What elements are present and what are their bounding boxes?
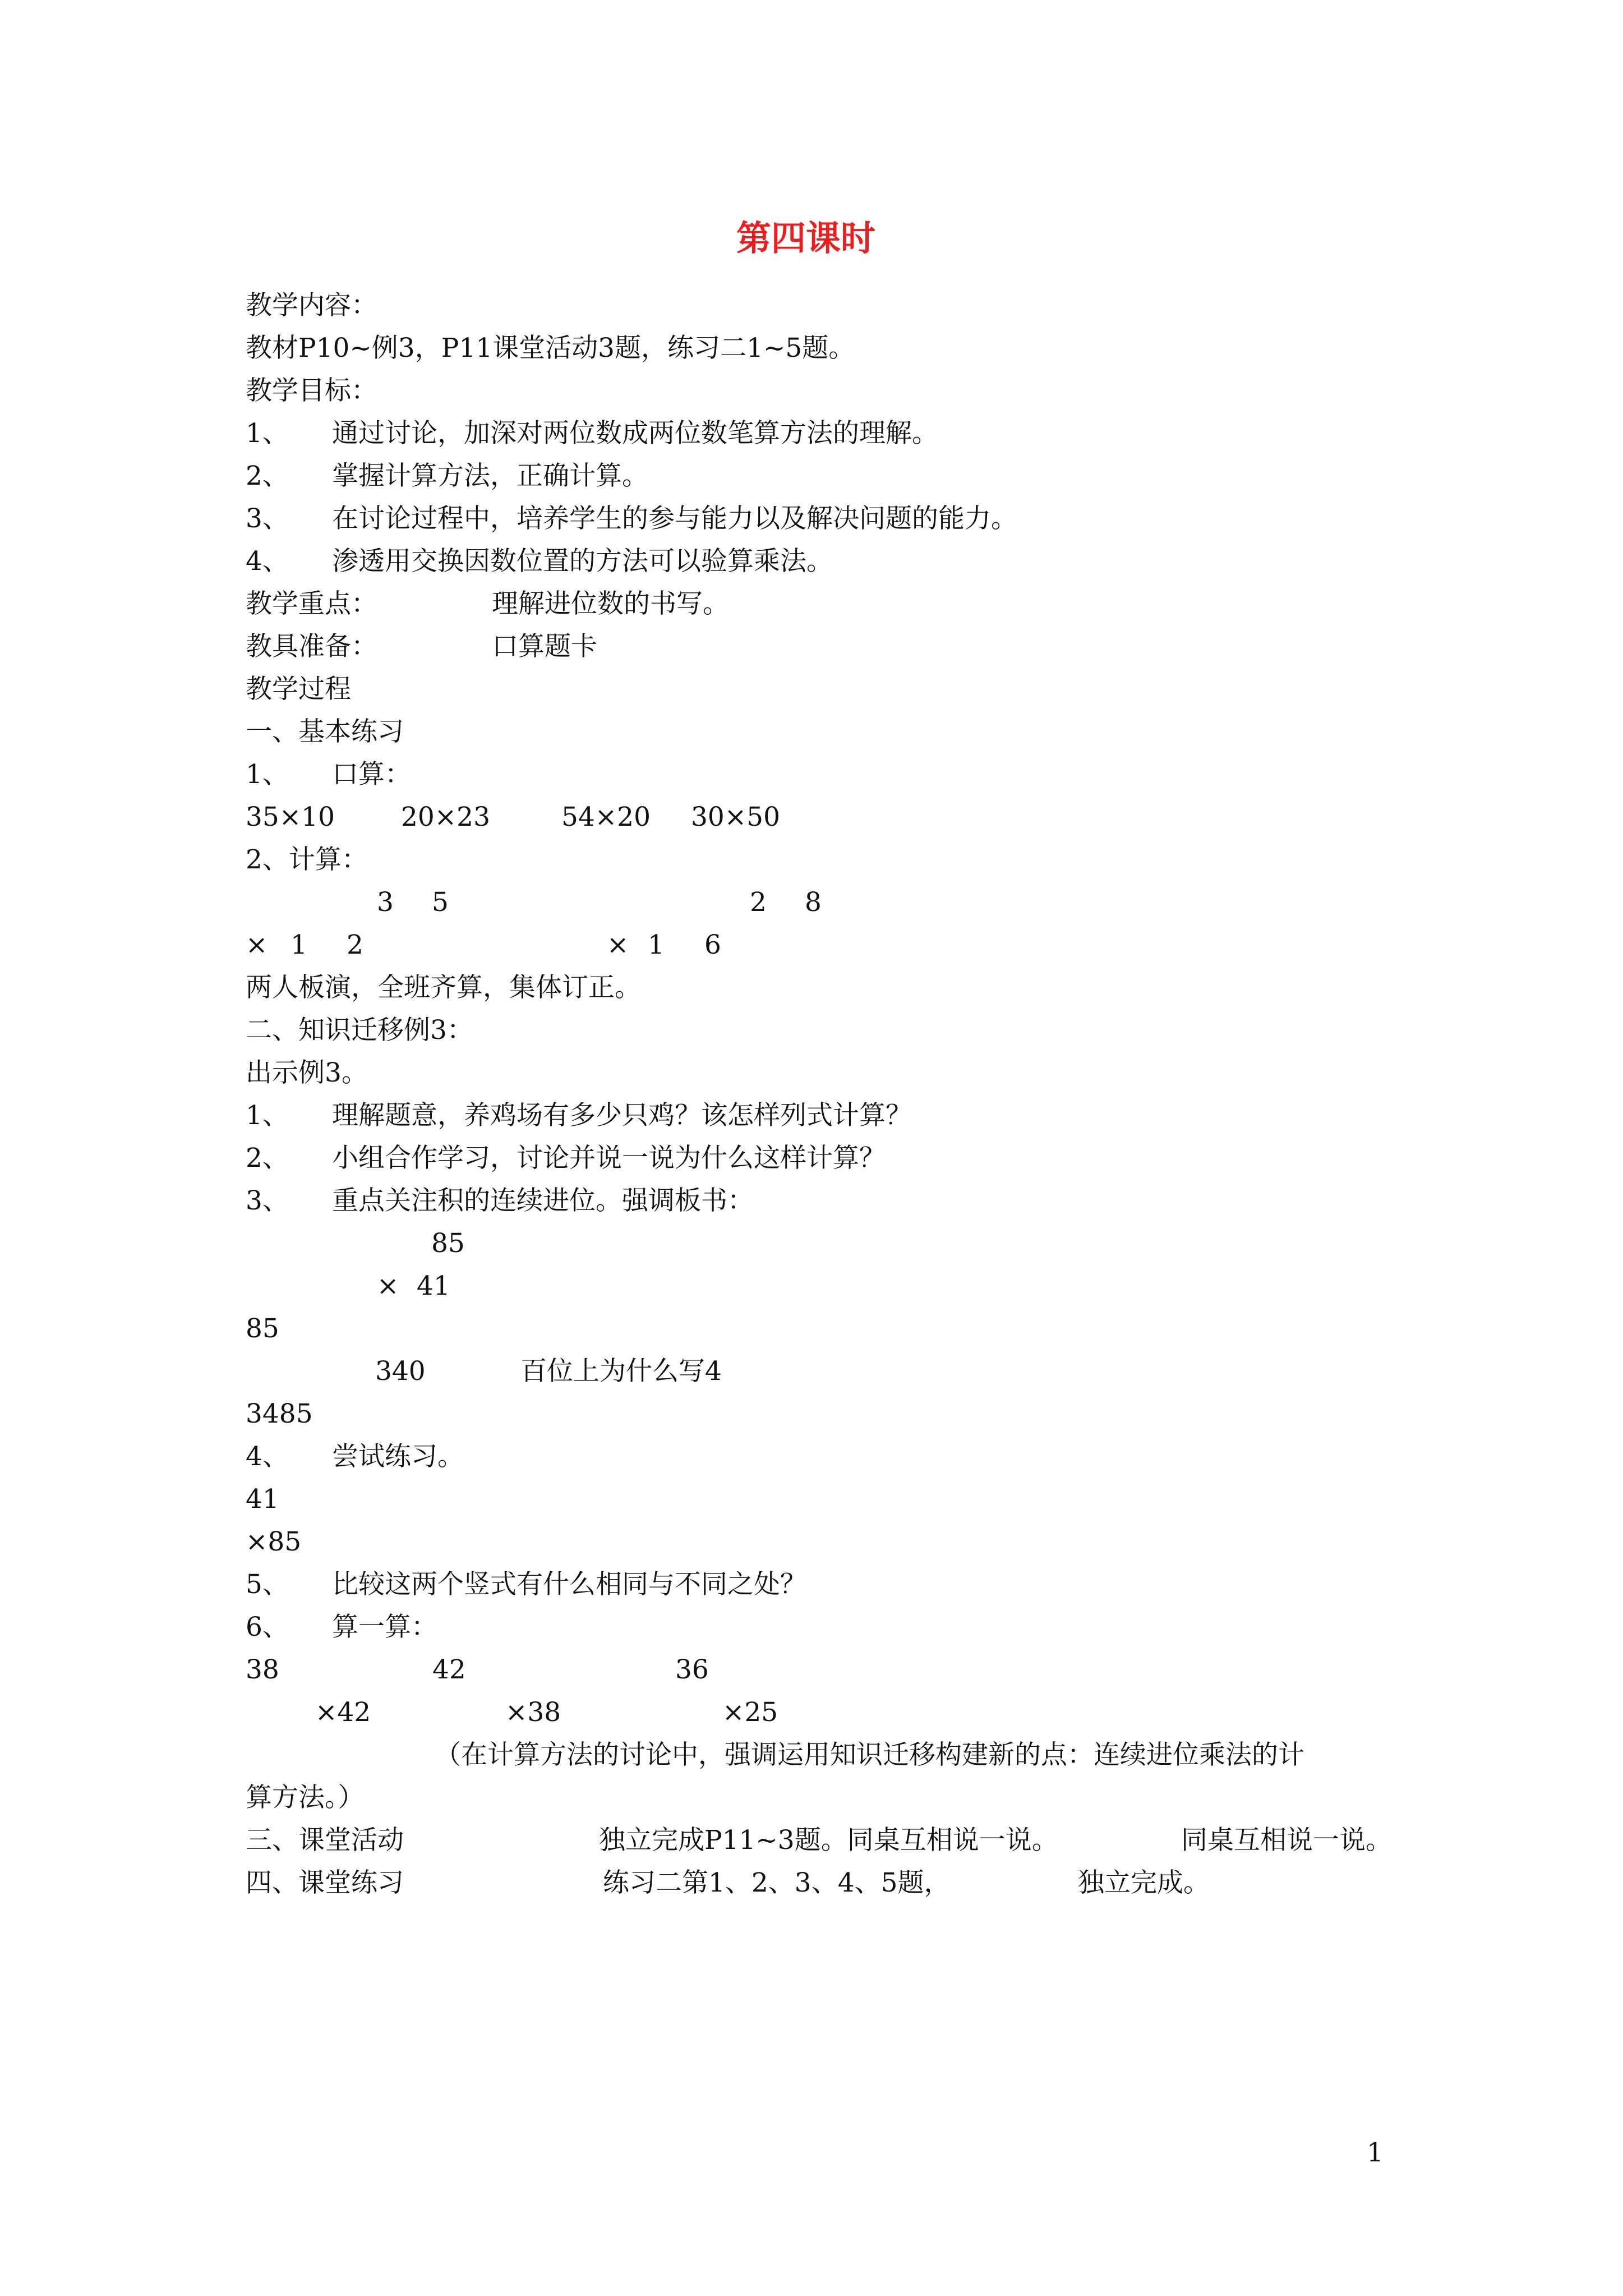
page-title: 第四课时 xyxy=(736,218,876,259)
expression: ×85 xyxy=(246,1526,302,1557)
number: 85 xyxy=(246,1313,279,1344)
section-value: 理解进位数的书写。 xyxy=(492,588,729,619)
digit: 1 xyxy=(291,930,307,960)
list-number: 1、 xyxy=(246,418,289,449)
number: 36 xyxy=(675,1654,709,1685)
list-text: 在讨论过程中，培养学生的参与能力以及解决问题的能力。 xyxy=(332,503,1017,534)
section-text: 独立完成P11~3题。同桌互相说一说。 xyxy=(599,1825,1058,1856)
section-text: 同桌互相说一说。 xyxy=(1181,1825,1392,1856)
number: 3485 xyxy=(246,1398,313,1429)
list-text: 渗透用交换因数位置的方法可以验算乘法。 xyxy=(332,546,833,577)
list-text: 比较这两个竖式有什么相同与不同之处？ xyxy=(332,1569,806,1600)
number: 85 xyxy=(431,1228,465,1259)
digit: 5 xyxy=(432,887,449,918)
section-text: 练习二第1、2、3、4、5题， xyxy=(603,1867,951,1898)
number: 38 xyxy=(246,1654,279,1685)
expression: 30×50 xyxy=(691,802,780,832)
list-number: 3、 xyxy=(246,503,289,534)
expression: ×42 xyxy=(315,1697,371,1728)
number: 340 xyxy=(375,1356,426,1387)
section-label: 教具准备： xyxy=(246,631,377,662)
text-line: 出示例3。 xyxy=(246,1057,368,1088)
expression: ×38 xyxy=(505,1697,561,1728)
list-number: 5、 xyxy=(246,1569,289,1600)
section-heading: 二、知识迁移例3： xyxy=(246,1015,473,1046)
text-line: 2、计算： xyxy=(246,844,368,875)
digit: 2 xyxy=(347,930,363,960)
expression: ×25 xyxy=(722,1697,778,1728)
list-text: 算一算： xyxy=(332,1612,437,1642)
section-label: 教学重点： xyxy=(246,588,377,619)
list-text: 尝试练习。 xyxy=(332,1441,464,1472)
annotation: 百位上为什么写4 xyxy=(520,1356,722,1387)
number: 41 xyxy=(417,1271,450,1301)
list-text: 重点关注积的连续进位。强调板书： xyxy=(332,1185,754,1216)
list-number: 4、 xyxy=(246,1441,289,1472)
multiply-sign: × xyxy=(246,930,268,960)
expression: 35×10 xyxy=(246,802,335,832)
list-number: 1、 xyxy=(246,759,289,790)
expression: 20×23 xyxy=(401,802,490,832)
note-text: （在计算方法的讨论中，强调运用知识迁移构建新的点：连续进位乘法的计 xyxy=(435,1740,1304,1770)
section-text: 独立完成。 xyxy=(1078,1867,1210,1898)
list-text: 通过讨论，加深对两位数成两位数笔算方法的理解。 xyxy=(332,418,938,449)
page-number: 1 xyxy=(1367,2137,1384,2168)
list-text: 小组合作学习，讨论并说一说为什么这样计算？ xyxy=(332,1143,886,1174)
list-text: 掌握计算方法，正确计算。 xyxy=(332,461,648,491)
expression: 54×20 xyxy=(561,802,651,832)
text-line: 教学内容： xyxy=(246,290,377,321)
number: 42 xyxy=(432,1654,466,1685)
note-text: 算方法。） xyxy=(246,1782,365,1813)
number: 41 xyxy=(246,1484,279,1515)
list-number: 1、 xyxy=(246,1100,289,1131)
text-line: 教学过程 xyxy=(246,674,351,705)
list-number: 2、 xyxy=(246,461,289,491)
text-line: 教材P10~例3，P11课堂活动3题，练习二1~5题。 xyxy=(246,333,855,364)
digit: 6 xyxy=(704,930,721,960)
digit: 8 xyxy=(805,887,822,918)
multiply-sign: × xyxy=(377,1271,399,1301)
list-number: 4、 xyxy=(246,546,289,577)
text-line: 两人板演，全班齐算，集体订正。 xyxy=(246,972,641,1003)
list-text: 理解题意，养鸡场有多少只鸡？该怎样列式计算？ xyxy=(332,1100,912,1131)
digit: 3 xyxy=(377,887,394,918)
digit: 2 xyxy=(750,887,767,918)
list-number: 6、 xyxy=(246,1612,289,1642)
text-line: 教学目标： xyxy=(246,375,377,406)
digit: 1 xyxy=(648,930,665,960)
section-value: 口算题卡 xyxy=(492,631,597,662)
section-heading: 一、基本练习 xyxy=(246,716,404,747)
multiply-sign: × xyxy=(607,930,629,960)
section-heading: 四、课堂练习 xyxy=(246,1867,404,1898)
list-text: 口算： xyxy=(332,759,411,790)
list-number: 3、 xyxy=(246,1185,289,1216)
list-number: 2、 xyxy=(246,1143,289,1174)
section-heading: 三、课堂活动 xyxy=(246,1825,404,1856)
